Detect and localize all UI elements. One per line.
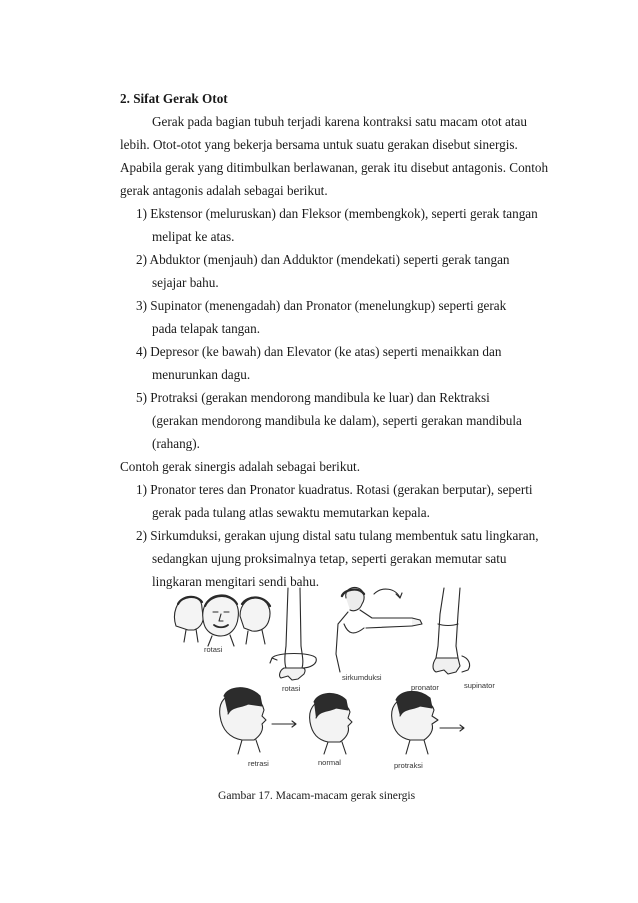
rotating-arm-illustration [270,588,316,680]
label-rotasi-arm: rotasi [282,684,301,693]
list-item-continuation: (rahang). [152,436,200,451]
list-item-continuation: melipat ke atas. [152,229,235,244]
synergistic-movements-figure [168,584,508,778]
list-item-continuation: gerak pada tulang atlas sewaktu memutarkan kepala. [152,505,430,520]
circumduction-illustration [336,587,422,672]
paragraph-line: lebih. Otot-otot yang bekerja bersama untuk suatu gerakan disebut sinergis. [120,137,518,152]
paragraph-line: Gerak pada bagian tubuh terjadi karena kontraksi satu macam otot atau [152,114,527,129]
paragraph-line: Contoh gerak sinergis adalah sebagai berikut. [120,459,360,474]
figure-caption: Gambar 17. Macam-macam gerak sinergis [218,789,416,802]
retraction-head-illustration [220,688,296,754]
paragraph-line: gerak antagonis adalah sebagai berikut. [120,183,328,198]
list-item: 3) Supinator (menengadah) dan Pronator (menelungkup) seperti gerak [136,298,507,313]
section-heading: 2. Sifat Gerak Otot [120,91,228,106]
label-retrasi: retrasi [248,759,269,768]
label-protraksi: protraksi [394,761,423,770]
label-pronator: pronator [411,683,439,692]
list-item-continuation: sejajar bahu. [152,275,219,290]
protraction-head-illustration [392,691,464,754]
normal-head-illustration [310,693,352,754]
pronator-supinator-illustration [433,588,470,674]
list-item: 2) Sirkumduksi, gerakan ujung distal satu tulang membentuk satu lingkaran, [136,528,539,543]
list-item-continuation: pada telapak tangan. [152,321,261,336]
list-item-continuation: lingkaran mengitari sendi bahu. [152,574,319,589]
paragraph-line: Apabila gerak yang ditimbulkan berlawanan, gerak itu disebut antagonis. Contoh [120,160,549,175]
list-item: 5) Protraksi (gerakan mendorong mandibula ke luar) dan Rektraksi [136,390,490,405]
list-item-continuation: (gerakan mendorong mandibula ke dalam), seperti gerakan mandibula [152,413,522,428]
label-normal: normal [318,758,341,767]
list-item: 1) Pronator teres dan Pronator kuadratus. Rotasi (gerakan berputar), seperti [136,482,533,497]
list-item: 4) Depresor (ke bawah) dan Elevator (ke atas) seperti menaikkan dan [136,344,502,359]
label-rotasi-head: rotasi [204,645,223,654]
label-supinator: supinator [464,681,495,690]
list-item-continuation: sedangkan ujung proksimalnya tetap, seperti gerakan memutar satu [152,551,507,566]
rotating-heads-illustration [175,595,271,646]
list-item: 2) Abduktor (menjauh) dan Adduktor (mendekati) seperti gerak tangan [136,252,510,267]
list-item-continuation: menurunkan dagu. [152,367,251,382]
list-item: 1) Ekstensor (meluruskan) dan Fleksor (membengkok), seperti gerak tangan [136,206,538,221]
label-sirkumduksi: sirkumduksi [342,673,382,682]
